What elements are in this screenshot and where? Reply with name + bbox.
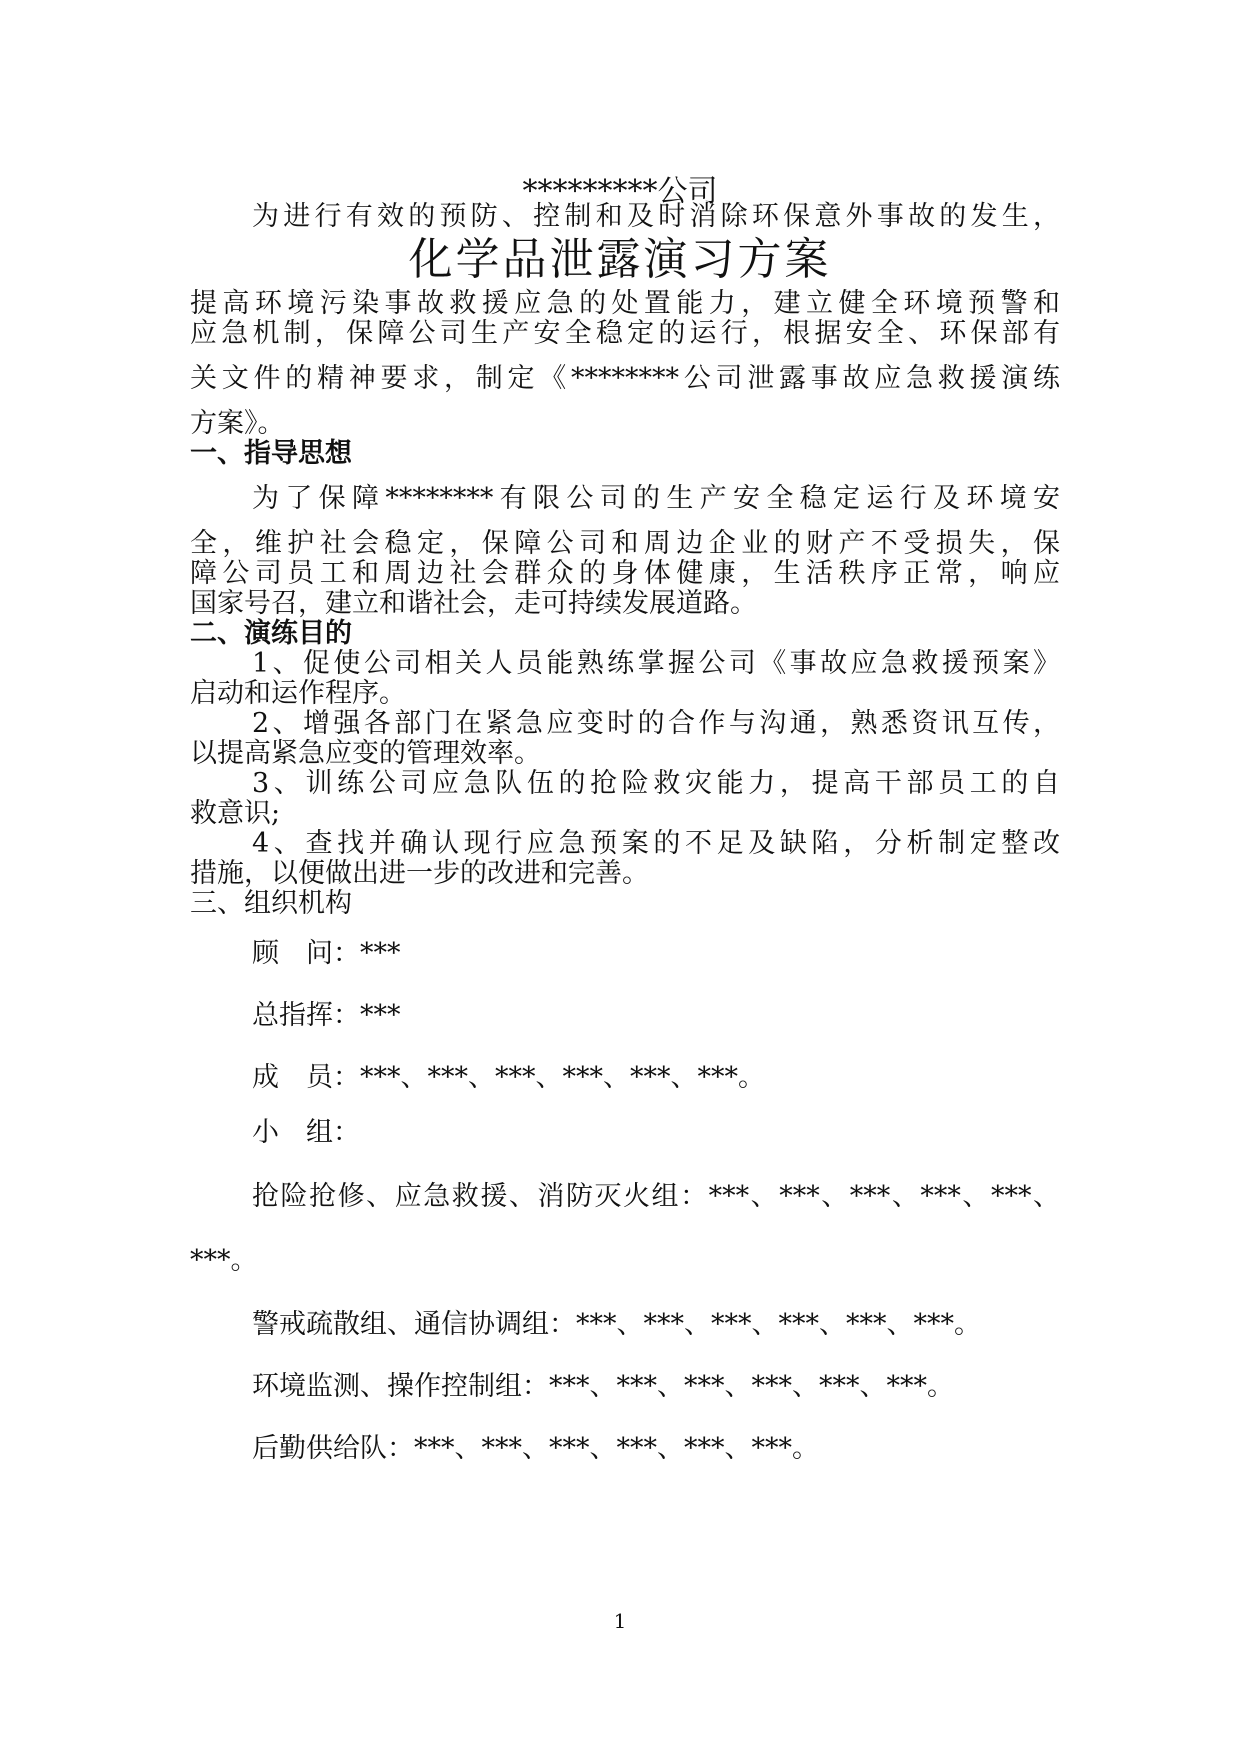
section1-line: 全，维护社会稳定，保障公司和周边企业的财产不受损失，保 [190, 528, 1060, 559]
org-members: 成 员：***、***、***、***、***、***。 [252, 1062, 765, 1093]
section1-line: 为了保障********有限公司的生产安全稳定运行及环境安 [252, 483, 1060, 514]
section1-line: 障公司员工和周边社会群众的身体健康，生活秩序正常，响应 [190, 558, 1060, 589]
org-evacuation-group: 警戒疏散组、通信协调组：***、***、***、***、***、***。 [252, 1309, 981, 1340]
section2-line: 措施，以便做出进一步的改进和完善。 [190, 858, 649, 889]
intro-line: 提高环境污染事故救援应急的处置能力，建立健全环境预警和 [190, 288, 1060, 319]
section2-line: 以提高紧急应变的管理效率。 [190, 738, 541, 769]
section2-line: 救意识; [190, 798, 281, 829]
section-heading-organization: 三、组织机构 [190, 888, 352, 919]
org-groups-label: 小 组： [252, 1117, 360, 1148]
intro-line: 应急机制，保障公司生产安全稳定的运行，根据安全、环保部有 [190, 318, 1060, 349]
org-monitoring-group: 环境监测、操作控制组：***、***、***、***、***、***。 [252, 1371, 954, 1402]
org-rescue-group-cont: ***。 [190, 1245, 258, 1276]
org-advisor: 顾 问：*** [252, 938, 401, 969]
intro-line: 方案》。 [190, 408, 285, 439]
section2-line: 1、促使公司相关人员能熟练掌握公司《事故应急救援预案》 [252, 648, 1060, 679]
section-heading-drill-purpose: 二、演练目的 [190, 618, 352, 649]
org-commander: 总指挥：*** [252, 1000, 401, 1031]
section2-line: 4、查找并确认现行应急预案的不足及缺陷，分析制定整改 [252, 828, 1060, 859]
company-name: *********公司 [522, 174, 718, 209]
section-heading-guiding-ideology: 一、指导思想 [190, 438, 352, 469]
page-number: 1 [613, 1609, 627, 1633]
document-title: 化学品泄露演习方案 [408, 234, 832, 285]
section1-line: 国家号召，建立和谐社会，走可持续发展道路。 [190, 588, 757, 619]
section2-line: 启动和运作程序。 [190, 678, 406, 709]
section2-line: 2、增强各部门在紧急应变时的合作与沟通，熟悉资讯互传， [252, 708, 1060, 739]
intro-line: 为进行有效的预防、控制和及时消除环保意外事故的发生， [252, 201, 1060, 232]
intro-line: 关文件的精神要求，制定《********公司泄露事故应急救援演练 [190, 363, 1060, 394]
org-logistics-team: 后勤供给队：***、***、***、***、***、***。 [252, 1433, 819, 1464]
org-rescue-group: 抢险抢修、应急救援、消防灭火组：***、***、***、***、***、 [252, 1181, 1060, 1212]
section2-line: 3、训练公司应急队伍的抢险救灾能力，提高干部员工的自 [252, 768, 1060, 799]
